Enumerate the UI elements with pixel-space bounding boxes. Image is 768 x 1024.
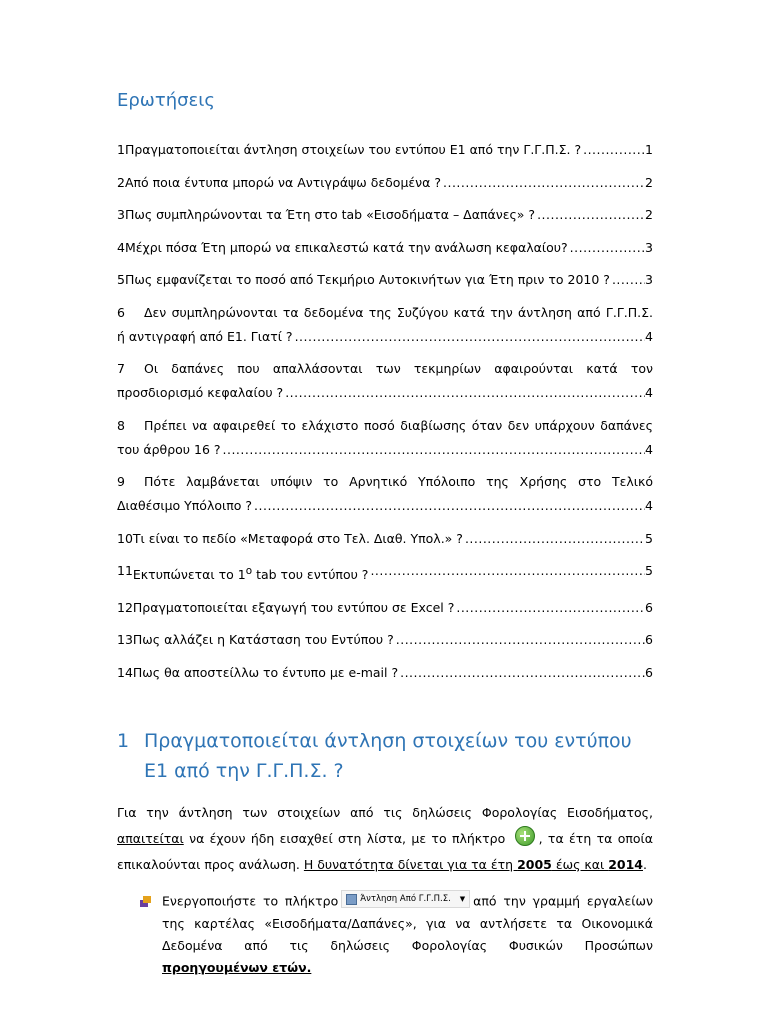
toc-item-page: 6	[645, 599, 653, 615]
section-heading-1	[117, 726, 657, 786]
toc-item-number: 10	[117, 530, 133, 546]
toc-item-page: 1	[645, 142, 653, 157]
toc-item-14[interactable]	[117, 661, 653, 685]
toc-heading: Ερωτήσεις	[117, 90, 215, 111]
toc-item-page: 6	[645, 664, 653, 680]
toc-item-1[interactable]	[117, 138, 653, 162]
toc-item-6[interactable]	[117, 301, 653, 349]
toc-item-title-line1	[117, 414, 653, 438]
toc-item-2[interactable]	[117, 171, 653, 195]
toc-item-title-post: tab του εντύπου ?	[252, 567, 369, 583]
toc-item-title: Πως εμφανίζεται το ποσό από Τεκμήριο Αυτοκινήτων για Έτη πριν το 2010 ?	[124, 272, 610, 287]
toc-item-page: 6	[645, 632, 653, 648]
toc-leader-dots	[254, 494, 645, 518]
toc-item-13[interactable]	[117, 628, 653, 652]
section-title: Πραγματοποιείται άντληση στοιχείων του εντύπου Ε1 από την Γ.Γ.Π.Σ. ?	[144, 730, 632, 782]
toc-item-page: 3	[645, 272, 653, 287]
toc-item-title-line2	[117, 325, 653, 349]
toc-leader-dots	[285, 381, 645, 405]
toc-item-10[interactable]	[117, 527, 653, 551]
para-text: .	[643, 857, 647, 872]
toc-item-title: Πραγματοποιείται εξαγωγή του εντύπου σε Excel ?	[132, 599, 455, 615]
add-plus-icon	[515, 826, 535, 846]
toc-item-number: 9	[117, 474, 125, 489]
toc-item-number: 3	[117, 207, 125, 222]
toc-item-5[interactable]	[117, 268, 653, 292]
toc-leader-dots	[443, 171, 645, 195]
toc-item-title: Μέχρι πόσα Έτη μπορώ να επικαλεστώ κατά την ανάλωση κεφαλαίου?	[124, 239, 568, 255]
toc-leader-dots	[612, 268, 645, 292]
toc-item-page: 4	[645, 328, 653, 344]
section-number: 1	[117, 730, 130, 752]
para-underlined-note: Η δυνατότητα δίνεται για τα έτη	[303, 857, 518, 872]
toc-item-3[interactable]	[117, 203, 653, 227]
toc-leader-dots	[223, 438, 646, 462]
toc-item-title: Πότε λαμβάνεται υπόψιν το Αρνητικό Υπόλοιπο της Χρήσης στο Τελικό	[144, 474, 653, 489]
para-text: , τα έτη τα οποία επικαλούνται προς ανάλωση.	[117, 831, 653, 872]
para-text: να έχουν ήδη εισαχθεί στη λίστα, με το πλήκτρο	[183, 831, 511, 846]
toc-item-title-pre: Εκτυπώνεται το 1	[132, 567, 246, 583]
toc-leader-dots	[396, 628, 645, 652]
para-text: Για την άντληση των στοιχείων από τις δηλώσεις Φορολογίας Εισοδήματος,	[117, 805, 653, 820]
toc-item-11[interactable]	[117, 559, 653, 587]
toc-leader-dots	[400, 661, 645, 685]
toc-item-page: 2	[645, 174, 653, 190]
toc-item-title-line2	[117, 438, 653, 462]
bullet-text-emphasis: προηγουμένων ετών.	[162, 959, 312, 975]
bullet-text	[162, 890, 653, 979]
toc-item-number: 2	[117, 174, 125, 190]
toc-item-title: Πως συμπληρώνονται τα Έτη στο tab «Εισοδήματα – Δαπάνες» ?	[124, 207, 536, 222]
toc-item-page: 5	[645, 563, 653, 578]
toc-item-number: 14	[117, 664, 133, 680]
toc-item-number: 5	[117, 272, 125, 287]
para-year-from: 2005	[517, 857, 552, 872]
toc-leader-dots	[537, 203, 645, 227]
fetch-from-ggps-button	[341, 890, 470, 908]
bullet-item	[140, 890, 653, 979]
toc-leader-dots	[465, 527, 645, 551]
toc-item-title: Οι δαπάνες που απαλλάσονται των τεκμηρίων αφαιρούνται κατά τον	[144, 361, 653, 376]
toc-item-title-cont: ή αντιγραφή από Ε1. Γιατί ?	[117, 328, 293, 344]
toc-item-page: 3	[645, 239, 653, 255]
table-of-contents	[117, 138, 653, 693]
toc-item-number: 11	[117, 563, 133, 578]
toc-item-title: Πραγματοποιείται άντληση στοιχείων του εντύπου Ε1 από την Γ.Γ.Π.Σ. ?	[124, 142, 582, 157]
toc-item-title-line1	[117, 470, 653, 494]
toc-item-title: Τι είναι το πεδίο «Μεταφορά στο Τελ. Διαθ. Υπολ.» ?	[132, 530, 463, 546]
fetch-button-label: Άντληση Από Γ.Γ.Π.Σ.	[360, 894, 451, 904]
toc-item-title-line2	[117, 494, 653, 518]
toc-item-page: 4	[645, 385, 653, 400]
toc-item-number: 8	[117, 417, 125, 433]
toc-item-title	[133, 559, 369, 587]
toc-item-page: 5	[645, 530, 653, 546]
toc-item-title-cont: προσδιορισμό κεφαλαίου ?	[117, 385, 284, 400]
toc-leader-dots	[295, 325, 645, 349]
bullet-text-rest: από την γραμμή εργαλείων της καρτέλας «Εισοδήματα/Δαπάνες», για να αντλήσετε τα Οικονομικά Δεδομένα από τις δηλώσεις Φορολογίας Φυσικών Προσώπων	[162, 893, 653, 953]
bullet-text-start: Ενεργοποιήστε το πλήκτρο	[162, 893, 339, 909]
bullet-icon	[140, 896, 152, 908]
toc-item-9[interactable]	[117, 470, 653, 518]
toc-leader-dots	[570, 236, 645, 260]
para-underlined-note: έως και	[551, 857, 609, 872]
toc-item-title-sup: ο	[245, 565, 253, 577]
toc-item-title-line1	[117, 301, 653, 325]
dropdown-caret-icon: ▼	[459, 895, 466, 903]
toc-item-page: 2	[645, 207, 653, 222]
toc-item-title: Πρέπει να αφαιρεθεί το ελάχιστο ποσό διαβίωσης όταν δεν υπάρχουν δαπάνες	[144, 417, 653, 433]
para-underlined-required: απαιτείται	[117, 831, 184, 846]
toc-item-title-cont: Διαθέσιμο Υπόλοιπο ?	[117, 498, 253, 513]
toc-item-number: 12	[117, 599, 133, 615]
toc-item-title: Από ποια έντυπα μπορώ να Αντιγράψω δεδομένα ?	[124, 174, 441, 190]
toc-leader-dots	[370, 559, 645, 587]
body-paragraph	[117, 800, 653, 878]
fetch-icon	[346, 894, 357, 905]
toc-item-page: 4	[645, 498, 653, 513]
para-year-to: 2014	[608, 857, 643, 872]
toc-item-number: 1	[117, 142, 125, 157]
toc-item-page: 4	[645, 441, 653, 457]
toc-item-number: 4	[117, 239, 125, 255]
toc-item-number: 7	[117, 361, 125, 376]
toc-item-title-line2	[117, 381, 653, 405]
toc-item-title: Πως αλλάζει η Κατάσταση του Εντύπου ?	[132, 632, 394, 648]
toc-item-4[interactable]	[117, 236, 653, 260]
toc-item-7[interactable]	[117, 357, 653, 405]
toc-item-title-line1	[117, 357, 653, 381]
toc-item-title: Πως θα αποστείλλω το έντυπο με e-mail ?	[132, 664, 399, 680]
toc-item-number: 13	[117, 632, 133, 648]
toc-leader-dots	[456, 596, 645, 620]
toc-item-8[interactable]	[117, 414, 653, 462]
toc-item-number: 6	[117, 304, 125, 320]
toc-item-title-cont: του άρθρου 16 ?	[117, 441, 221, 457]
toc-item-12[interactable]	[117, 596, 653, 620]
toc-leader-dots	[583, 138, 645, 162]
toc-item-title: Δεν συμπληρώνονται τα δεδομένα της Συζύγου κατά την άντληση από Γ.Γ.Π.Σ.	[144, 304, 653, 320]
